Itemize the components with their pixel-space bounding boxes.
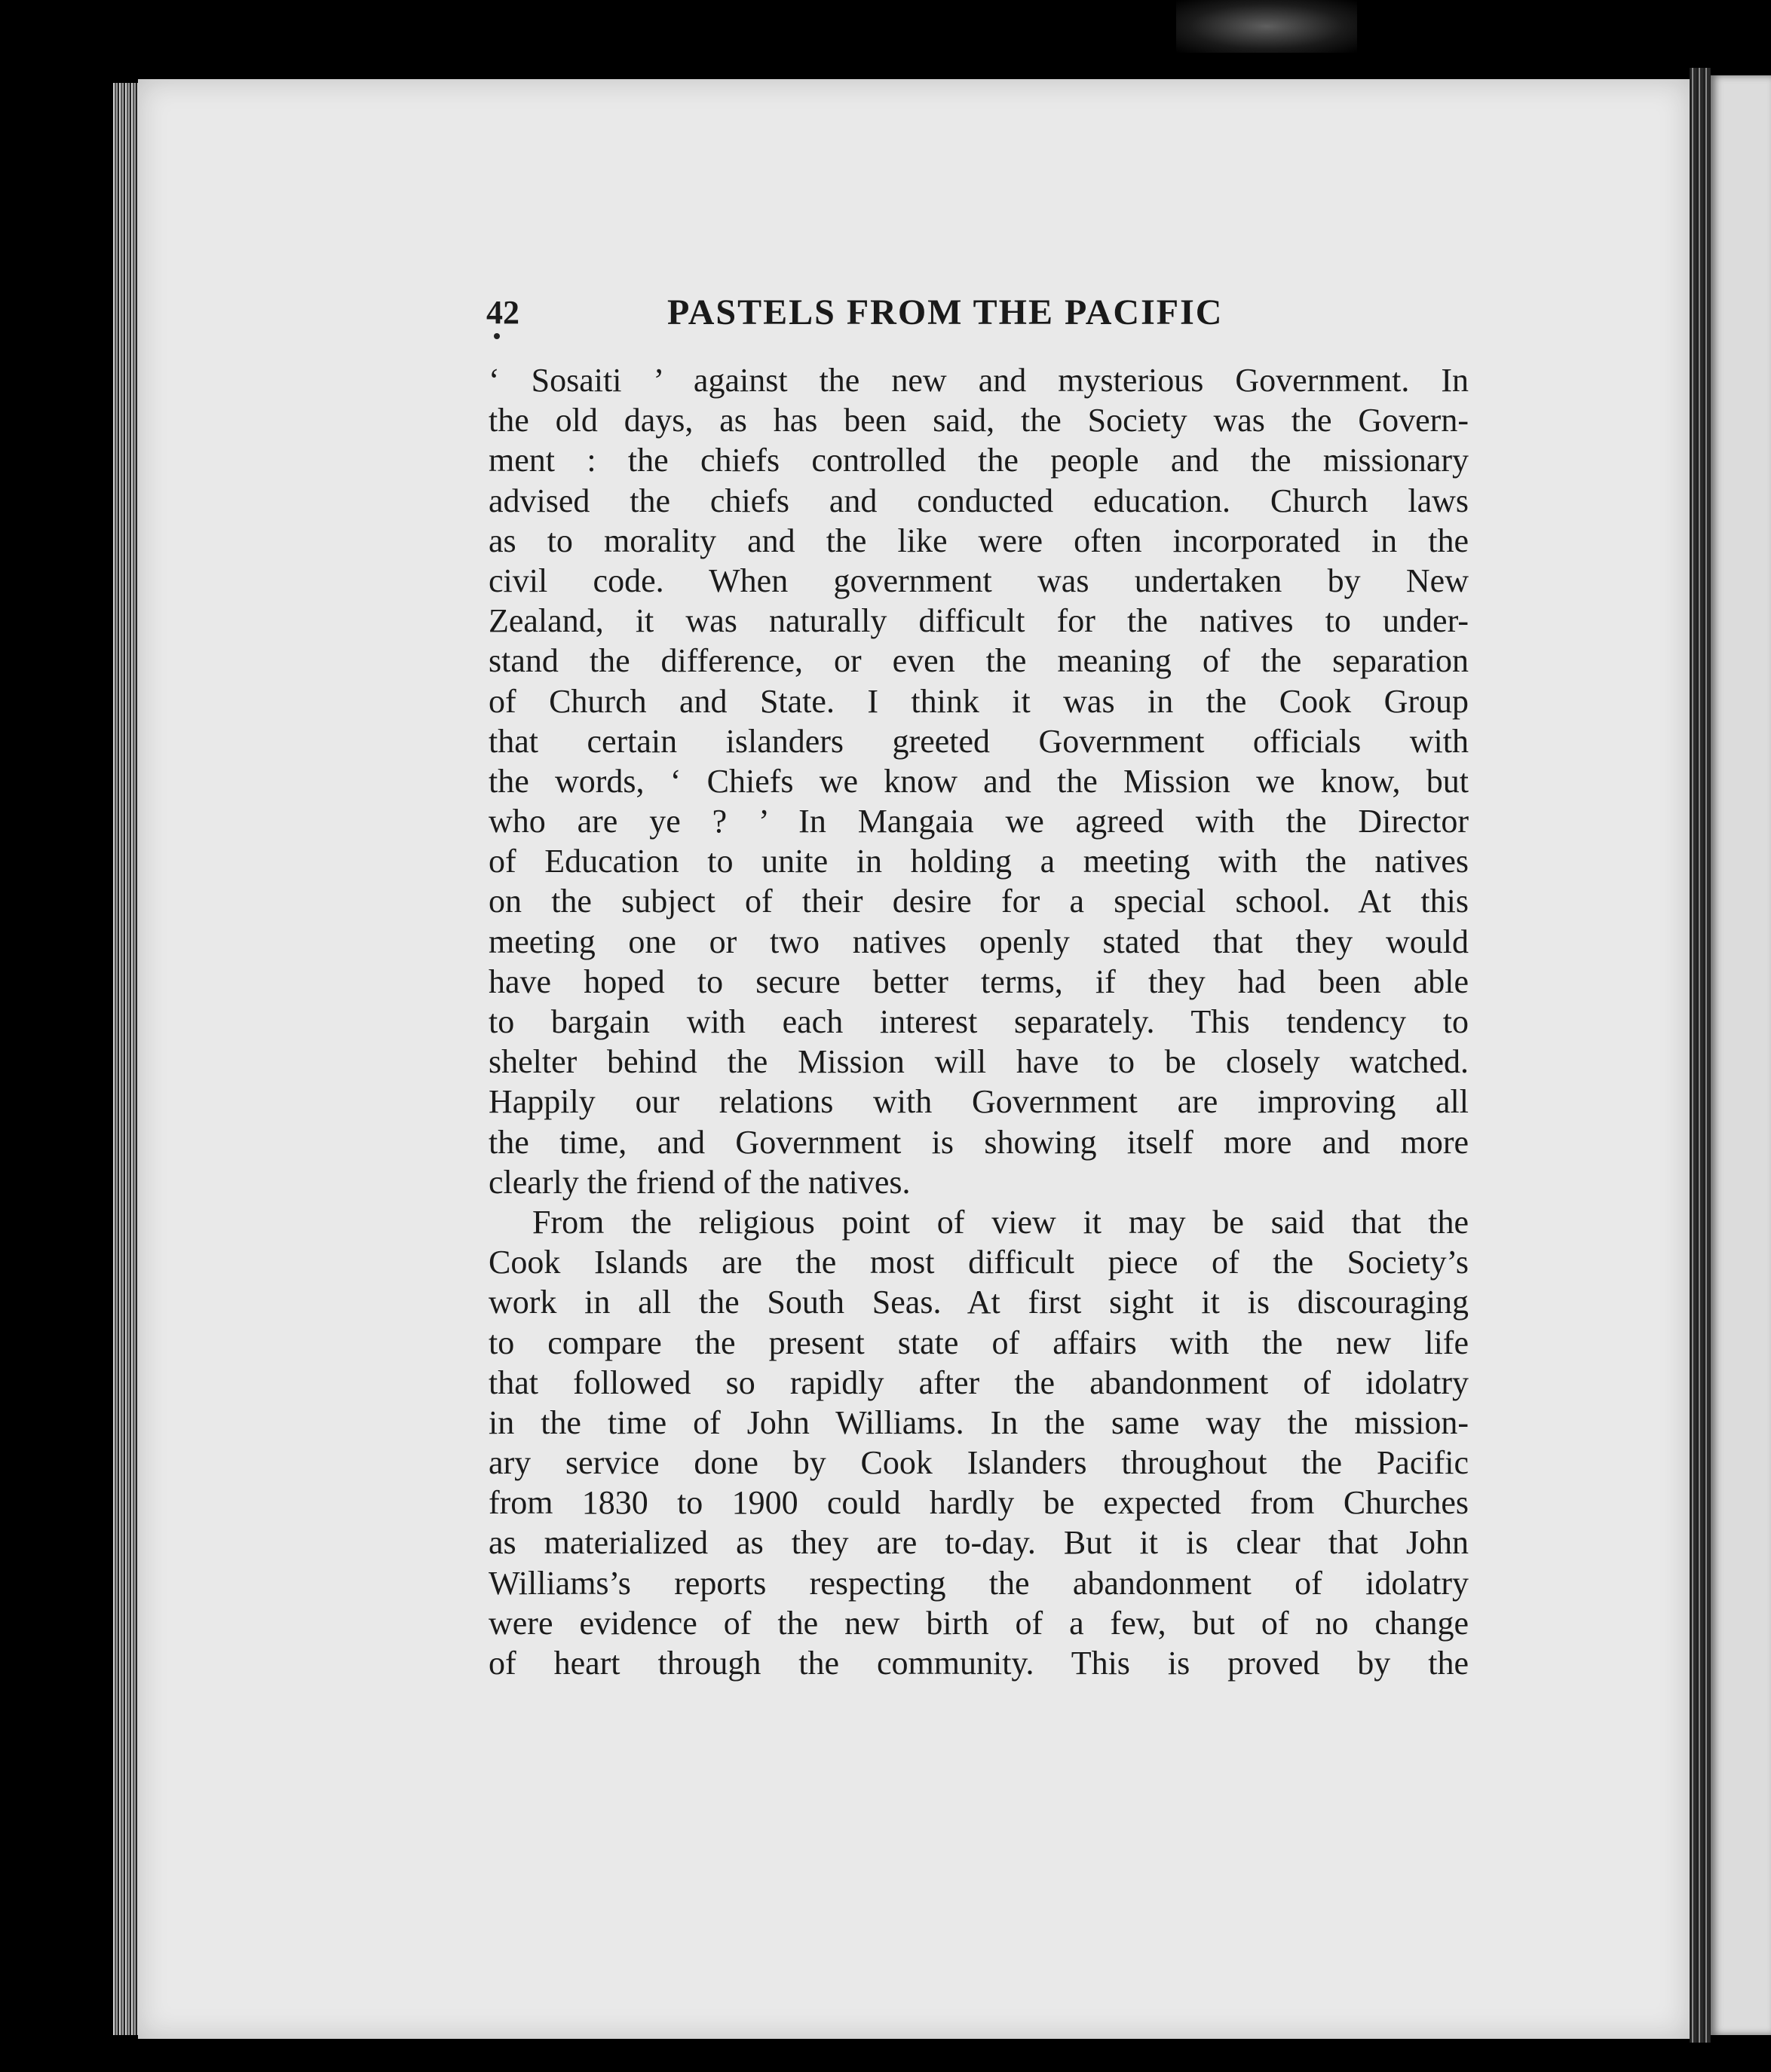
text-line: ary service done by Cook Islanders throughout the Pacific [489,1444,1469,1482]
text-line: in the time of John Williams. In the same way the mission- [489,1403,1469,1441]
facing-page-sliver [1711,75,1771,2035]
text-line: that followed so rapidly after the abandonment of idolatry [489,1363,1469,1401]
text-line: on the subject of their desire for a special school. At this [489,883,1469,920]
text-line: shelter behind the Mission will have to be closely watched. [489,1043,1469,1081]
text-line: have hoped to secure better terms, if they had been able [489,963,1469,1000]
text-line: who are ye ? ’ In Mangaia we agreed with the Director [489,803,1469,840]
text-line: work in all the South Seas. At first sight it is discouraging [489,1284,1469,1321]
text-line: the old days, as has been said, the Society was the Govern- [489,402,1469,439]
text-line: of Church and State. I think it was in the Cook Group [489,682,1469,720]
paragraph-end-line: clearly the friend of the natives. [489,1163,911,1201]
ink-dot [494,333,500,339]
paragraph-start-line: From the religious point of view it may be said that the [532,1203,1469,1241]
text-line: Cook Islands are the most difficult piece of the Society’s [489,1244,1469,1281]
text-line: the words, ‘ Chiefs we know and the Mission we know, but [489,762,1469,800]
page-number: 42 [486,294,519,331]
book-left-edge [113,83,139,2035]
text-line: the time, and Government is showing itself more and more [489,1123,1469,1161]
text-line: ment : the chiefs controlled the people and the missionary [489,442,1469,479]
text-line: civil code. When government was undertaken by New [489,562,1469,599]
page-header [486,286,1481,339]
text-line: of heart through the community. This is proved by the [489,1645,1469,1682]
text-line: stand the difference, or even the meaning of the separation [489,642,1469,680]
running-title: PASTELS FROM THE PACIFIC [667,292,1224,332]
text-line: Williams’s reports respecting the abandonment of idolatry [489,1564,1469,1602]
text-line: ‘ Sosaiti ’ against the new and mysterious Government. In [489,362,1469,399]
body-text [489,360,1469,1683]
text-line: that certain islanders greeted Government officials with [489,722,1469,760]
text-line: Zealand, it was naturally difficult for the natives to under- [489,602,1469,640]
text-line: to bargain with each interest separately. This tendency to [489,1003,1469,1040]
text-line: as materialized as they are to-day. But it is clear that John [489,1524,1469,1562]
book-right-edge [1690,68,1711,2043]
text-line: meeting one or two natives openly stated that they would [489,923,1469,960]
text-line: were evidence of the new birth of a few, but of no change [489,1604,1469,1642]
scan-shadow [1176,0,1357,53]
text-line: to compare the present state of affairs with the new life [489,1324,1469,1361]
text-line: Happily our relations with Government are improving all [489,1083,1469,1121]
text-line: advised the chiefs and conducted education. Church laws [489,482,1469,519]
text-line: of Education to unite in holding a meeting with the natives [489,843,1469,880]
text-line: as to morality and the like were often incorporated in the [489,522,1469,559]
text-line: from 1830 to 1900 could hardly be expected from Churches [489,1484,1469,1522]
